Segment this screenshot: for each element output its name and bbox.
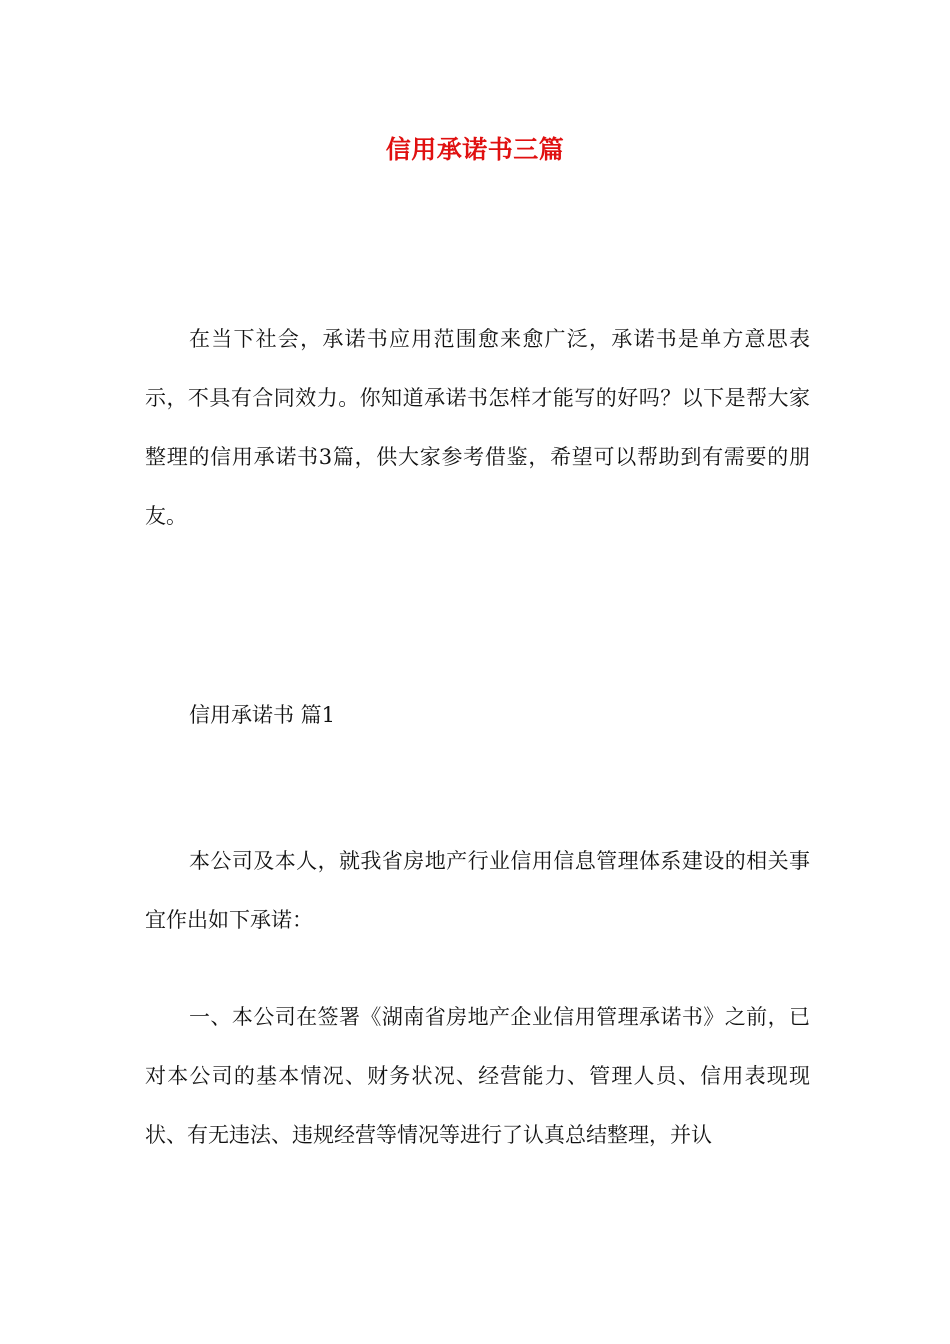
intro-paragraph: 在当下社会，承诺书应用范围愈来愈广泛，承诺书是单方意思表示，不具有合同效力。你知道承诺书怎样才能写的好吗？以下是帮大家整理的信用承诺书3篇，供大家参考借鉴，希望可以帮助到有需要的朋友。: [145, 327, 810, 528]
document-title: 信用承诺书三篇: [385, 135, 565, 164]
body-paragraph-2: 一、本公司在签署《湖南省房地产企业信用管理承诺书》之前，已对本公司的基本情况、财务状况、经营能力、管理人员、信用表现现状、有无违法、违规经营等情况等进行了认真总结整理，并认: [145, 1005, 810, 1147]
section-heading: 信用承诺书 篇1: [189, 703, 336, 727]
body-paragraph-1: 本公司及本人，就我省房地产行业信用信息管理体系建设的相关事宜作出如下承诺：: [145, 849, 810, 932]
